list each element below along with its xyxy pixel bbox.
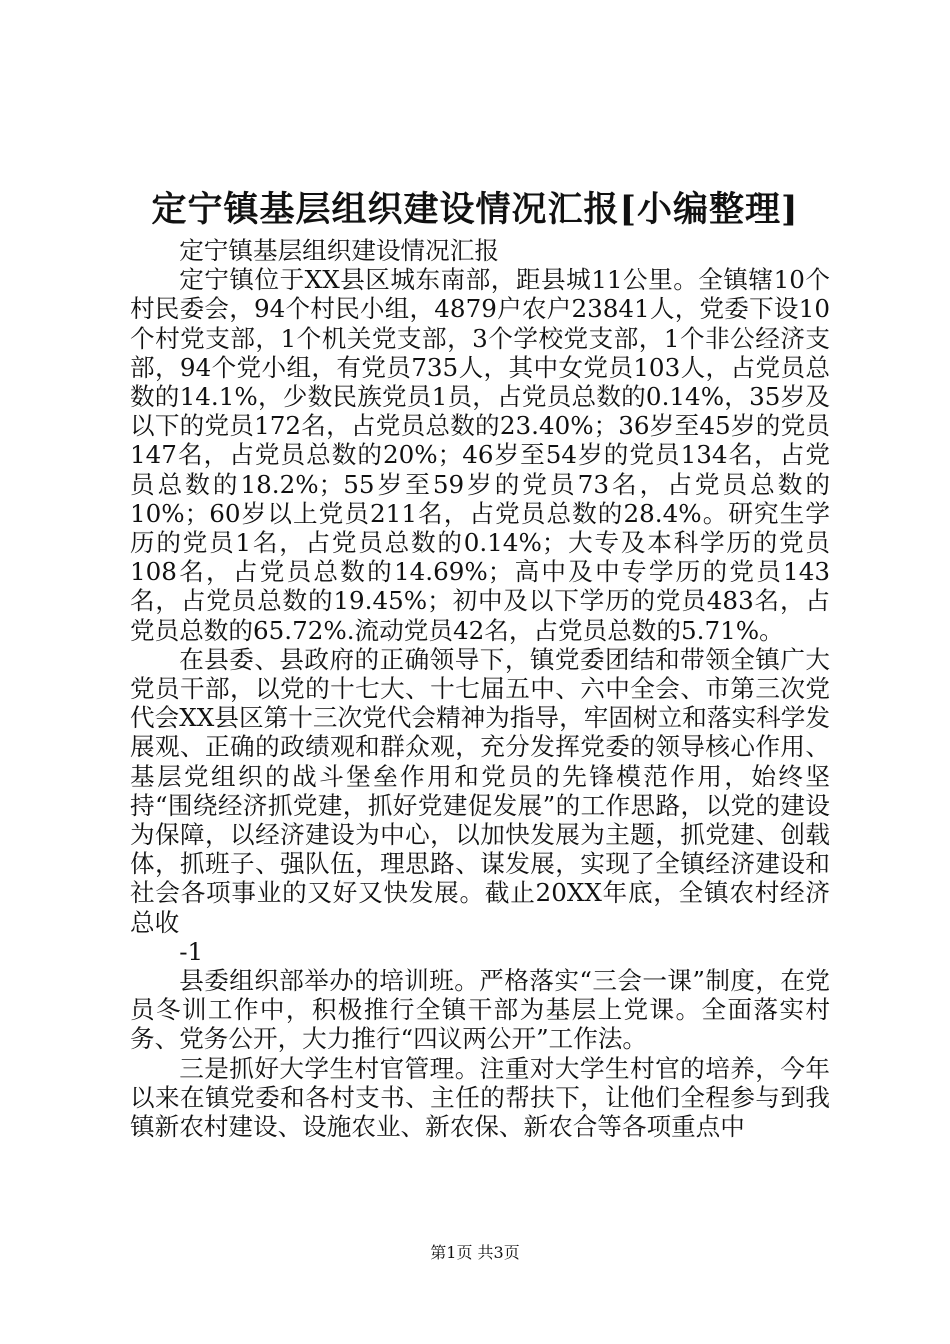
document-body <box>130 236 830 1141</box>
body-paragraph: 在县委、县政府的正确领导下，镇党委团结和带领全镇广大党员干部，以党的十七大、十七届五中、六中全会、市第三次党代会XX县区第十三次党代会精神为指导，牢固树立和落实科学发展观、正确的政绩观和群众观，充分发挥党委的领导核心作用、基层党组织的战斗堡垒作用和党员的先锋模范作用，始终坚持“围绕经济抓党建，抓好党建促发展”的工作思路，以党的建设为保障，以经济建设为中心，以加快发展为主题，抓党建、创载体，抓班子、强队伍，理思路、谋发展，实现了全镇经济建设和社会各项事业的又好又快发展。截止20XX年底，全镇农村经济总收 <box>130 644 830 937</box>
body-paragraph: 三是抓好大学生村官管理。注重对大学生村官的培养，今年以来在镇党委和各村支书、主任的帮扶下，让他们全程参与到我镇新农村建设、设施农业、新农保、新农合等各项重点中 <box>130 1053 830 1142</box>
page-break-marker: -1 <box>179 936 204 966</box>
subtitle-paragraph: 定宁镇基层组织建设情况汇报 <box>179 236 499 265</box>
body-paragraph: 县委组织部举办的培训班。严格落实“三会一课”制度，在党员冬训工作中，积极推行全镇干部为基层上党课。全面落实村务、党务公开，大力推行“四议两公开”工作法。 <box>130 966 830 1054</box>
body-paragraph: 定宁镇位于XX县区城东南部，距县城11公里。全镇辖10个村民委会，94个村民小组，4879户农户23841人，党委下设10个村党支部，1个机关党支部，3个学校党支部，1个非公经济支部，94个党小组，有党员735人，其中女党员103人，占党员总数的14.1%，少数民族党员1员，占党员总数的0.14%，35岁及以下的党员172名，占党员总数的23.40%；36岁至45岁的党员147名，占党员总数的20%；46岁至54岁的党员134名，占党员总数的18.2%；55岁至59岁的党员73名，占党员总数的10%；60岁以上党员211名，占党员总数的28.4%。研究生学历的党员1名，占党员总数的0.14%；大专及本科学历的党员108名，占党员总数的14.69%；高中及中专学历的党员143名，占党员总数的19.45%；初中及以下学历的党员483名，占党员总数的65.72%.流动党员42名，占党员总数的5.71%。 <box>130 265 830 645</box>
page-footer: 第1页 共3页 <box>430 1243 520 1262</box>
document-title: 定宁镇基层组织建设情况汇报[小编整理] <box>151 189 799 230</box>
